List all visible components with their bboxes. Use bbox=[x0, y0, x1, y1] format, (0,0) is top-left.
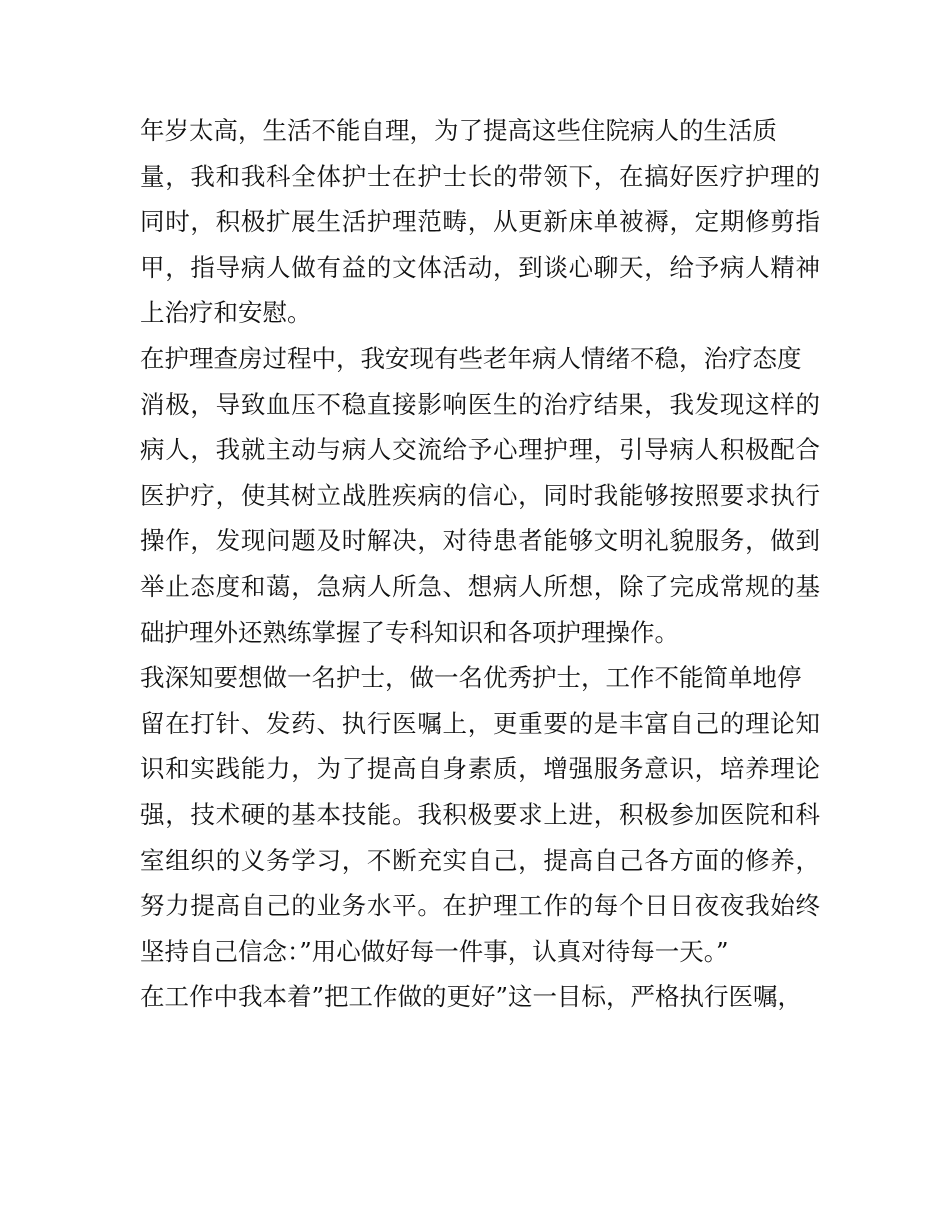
text-line: 年岁太高，生活不能自理，为了提高这些住院病人的生活质 bbox=[140, 116, 777, 145]
text-line: 操作，发现问题及时解决，对待患者能够文明礼貌服务，做到 bbox=[140, 526, 820, 556]
text-line: 医护疗，使其树立战胜疾病的信心，同时我能够按照要求执行 bbox=[140, 480, 820, 510]
text-line: 室组织的义务学习，不断充实自己，提高自己各方面的修养， bbox=[140, 845, 820, 875]
text-line: 础护理外还熟练掌握了专科知识和各项护理操作。 bbox=[140, 617, 679, 647]
text-line: 举止态度和蔼，急病人所急、想病人所想，除了完成常规的基 bbox=[140, 571, 820, 601]
document-body bbox=[140, 108, 820, 1020]
text-line: 强，技术硬的基本技能。我积极要求上进，积极参加医院和科 bbox=[140, 799, 820, 829]
text-line: 坚持自己信念：”用心做好每一件事，认真对待每一天。” bbox=[140, 936, 729, 966]
text-line: 病人，我就主动与病人交流给予心理护理，引导病人积极配合 bbox=[140, 435, 820, 465]
text-line: 识和实践能力，为了提高自身素质，增强服务意识，培养理论 bbox=[140, 754, 820, 784]
text-line: 留在打针、发药、执行医嘱上，更重要的是丰富自己的理论知 bbox=[140, 708, 820, 738]
text-line: 量，我和我科全体护士在护士长的带领下，在搞好医疗护理的 bbox=[140, 161, 820, 191]
text-line: 在护理查房过程中，我安现有些老年病人情绪不稳，治疗态度 bbox=[140, 343, 802, 373]
text-line: 努力提高自己的业务水平。在护理工作的每个日日夜夜我始终 bbox=[140, 891, 820, 921]
text-line: 我深知要想做一名护士，做一名优秀护士，工作不能简单地停 bbox=[140, 663, 802, 693]
text-line: 在工作中我本着”把工作做的更好”这一目标，严格执行医嘱， bbox=[140, 982, 803, 1012]
text-line: 同时，积极扩展生活护理范畴，从更新床单被褥，定期修剪指 bbox=[140, 207, 820, 237]
text-line: 上治疗和安慰。 bbox=[140, 298, 312, 328]
text-line: 甲，指导病人做有益的文体活动，到谈心聊天，给予病人精神 bbox=[140, 252, 820, 282]
text-line: 消极，导致血压不稳直接影响医生的治疗结果，我发现这样的 bbox=[140, 389, 820, 419]
